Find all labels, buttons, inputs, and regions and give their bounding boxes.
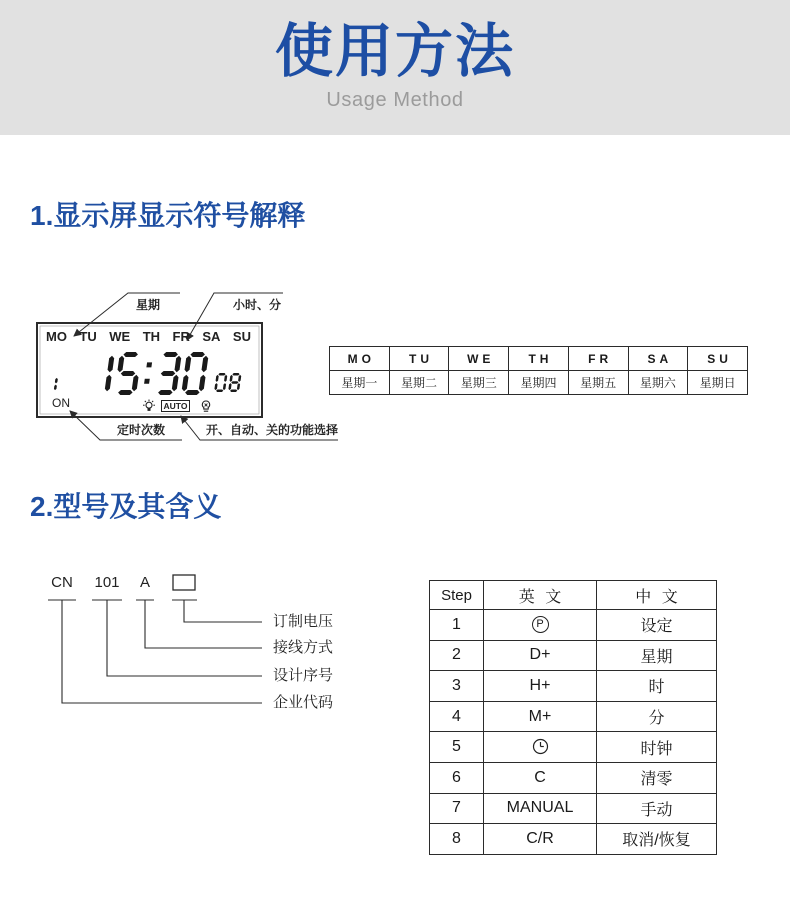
lcd-segment-c [223,383,226,390]
empty-box-icon [173,575,195,590]
lcd-digit [181,352,209,395]
step-number-cell: 2 [430,640,484,671]
step-row [430,762,717,793]
step-table [429,580,717,855]
weekday-code-cell: SU [688,347,748,371]
step-row [430,640,717,671]
model-bracket-box [172,600,262,622]
lcd-segment-d [158,390,173,395]
step-english-cell: D+ [484,640,597,671]
weekday-code-row [330,347,748,371]
lcd-day-th: TH [142,329,161,344]
lcd-digit [105,356,115,392]
weekday-name-cell: 星期日 [688,371,748,395]
step-row [430,732,717,763]
step-english-cell: C/R [484,824,597,855]
lcd-segment-g [231,381,239,384]
lcd-day-we: WE [109,329,131,344]
lcd-segment-d [185,390,200,395]
circled-p-icon [532,616,549,633]
lcd-state-label: ON [52,396,70,410]
model-bracket-number [92,600,262,676]
weekday-name-cell: 星期二 [389,371,449,395]
lcd-digit [158,352,182,395]
step-number-cell: 5 [430,732,484,763]
step-number-cell: 3 [430,671,484,702]
weekday-code-cell: TH [509,347,569,371]
page-subtitle: Usage Method [326,89,464,111]
lcd-segment-b [224,375,227,382]
header-step: Step [430,581,484,610]
model-meaning-letter: 接线方式 [273,639,334,656]
circled-p-letter: P [536,618,544,631]
weekday-name-cell: 星期五 [568,371,628,395]
weekday-name-cell: 星期一 [330,371,390,395]
lcd-segment-a [163,352,178,357]
lcd-digit [228,373,242,392]
lcd-segment-b [201,356,208,373]
lcd-colon-dot [144,379,150,384]
lcd-segment-e [182,375,189,392]
lcd-segment-e [214,383,217,390]
model-part-letter: A [139,574,150,591]
step-chinese-cell: 分 [597,701,717,732]
model-meaning-number: 设计序号 [273,667,334,684]
weekday-name-cell: 星期三 [449,371,509,395]
step-row [430,610,717,641]
seven-segment-display [214,373,243,392]
step-row [430,671,717,702]
lcd-segment-a [123,352,138,357]
step-number-cell: 1 [430,610,484,641]
lcd-segment-c [105,375,112,392]
lcd-day-su: SU [232,329,251,344]
light-on-icon [142,399,156,413]
step-english-cell: M+ [484,701,597,732]
step-table-header [430,581,717,610]
seven-segment-display [47,376,60,392]
step-english-cell: MANUAL [484,793,597,824]
model-meaning-box: 订制电压 [273,613,334,630]
lcd-segment-f [215,375,218,382]
model-bracket-prefix [48,600,262,703]
callout-week: 星期 [136,298,161,312]
lcd-segment-a [218,373,226,376]
lcd-digit [214,373,228,392]
step-chinese-cell: 时钟 [597,732,717,763]
model-part-prefix: CN [51,574,73,591]
lcd-segment-c [237,383,240,390]
seven-segment-display [87,352,211,395]
step-chinese-cell: 时 [597,671,717,702]
lcd-segment-f [117,356,124,373]
lcd-segment-c [54,385,57,391]
lcd-auto-badge: AUTO [161,400,190,412]
model-bracket-letter [136,600,262,648]
step-english-cell [484,610,597,641]
lcd-segment-g [120,371,135,376]
callout-hour-minute: 小时、分 [233,298,282,312]
section-heading-display: 1.显示屏显示符号解释 [30,200,306,231]
step-english-cell: H+ [484,671,597,702]
lcd-seconds [214,373,243,392]
lcd-digit [54,378,58,390]
lcd-segment-b [55,378,58,384]
model-meaning-prefix: 企业代码 [273,694,334,711]
lcd-segment-f [184,356,191,373]
weekday-code-cell: SA [628,347,688,371]
model-part-number: 101 [94,574,120,591]
weekday-code-cell: FR [568,347,628,371]
step-row [430,793,717,824]
step-number-cell: 7 [430,793,484,824]
weekday-code-cell: WE [449,347,509,371]
lcd-day-sa: SA [202,329,221,344]
lcd-segment-e [228,383,231,390]
lcd-day-fr: FR [172,329,190,344]
lcd-segment-b [174,356,181,373]
lcd-time [87,352,211,395]
step-chinese-cell: 取消/恢复 [597,824,717,855]
lcd-segment-c [199,375,206,392]
section-heading-model: 2.型号及其含义 [30,491,222,522]
header-english: 英 文 [484,581,597,610]
lcd-segment-a [190,352,205,357]
lcd-segment-c [132,375,139,392]
step-chinese-cell: 设定 [597,610,717,641]
step-number-cell: 6 [430,762,484,793]
light-off-icon [199,399,213,413]
step-chinese-cell: 清零 [597,762,717,793]
lcd-segment-d [216,390,224,393]
lcd-segment-g [160,371,175,376]
lcd-segment-f [229,375,232,382]
step-row [430,824,717,855]
lcd-segment-b [107,356,114,373]
lcd-day-indicators [46,329,251,345]
step-row [430,701,717,732]
lcd-program-number [47,376,60,392]
lcd-segment-d [230,390,238,393]
clock-icon [532,738,549,755]
header-chinese: 中 文 [597,581,717,610]
weekday-name-cell: 星期四 [509,371,569,395]
weekday-code-cell: MO [330,347,390,371]
weekday-table [329,346,748,395]
step-chinese-cell: 手动 [597,793,717,824]
step-english-cell [484,732,597,763]
weekday-name-row [330,371,748,395]
lcd-digit [114,352,142,395]
weekday-name-cell: 星期六 [628,371,688,395]
lcd-segment-c [172,375,179,392]
step-number-cell: 4 [430,701,484,732]
callout-timer-count: 定时次数 [117,423,166,437]
lcd-segment-d [118,390,133,395]
lcd-day-tu: TU [79,329,97,344]
lcd-segment-b [238,375,241,382]
page-title: 使用方法 [274,19,515,84]
step-number-cell: 8 [430,824,484,855]
lcd-segment-a [232,373,240,376]
callout-function-select: 开、自动、关的功能选择 [206,423,339,437]
step-chinese-cell: 星期 [597,640,717,671]
weekday-code-cell: TU [389,347,449,371]
step-english-cell: C [484,762,597,793]
lcd-colon [144,362,152,383]
lcd-colon-dot [146,362,152,367]
lcd-day-mo: MO [46,329,67,344]
